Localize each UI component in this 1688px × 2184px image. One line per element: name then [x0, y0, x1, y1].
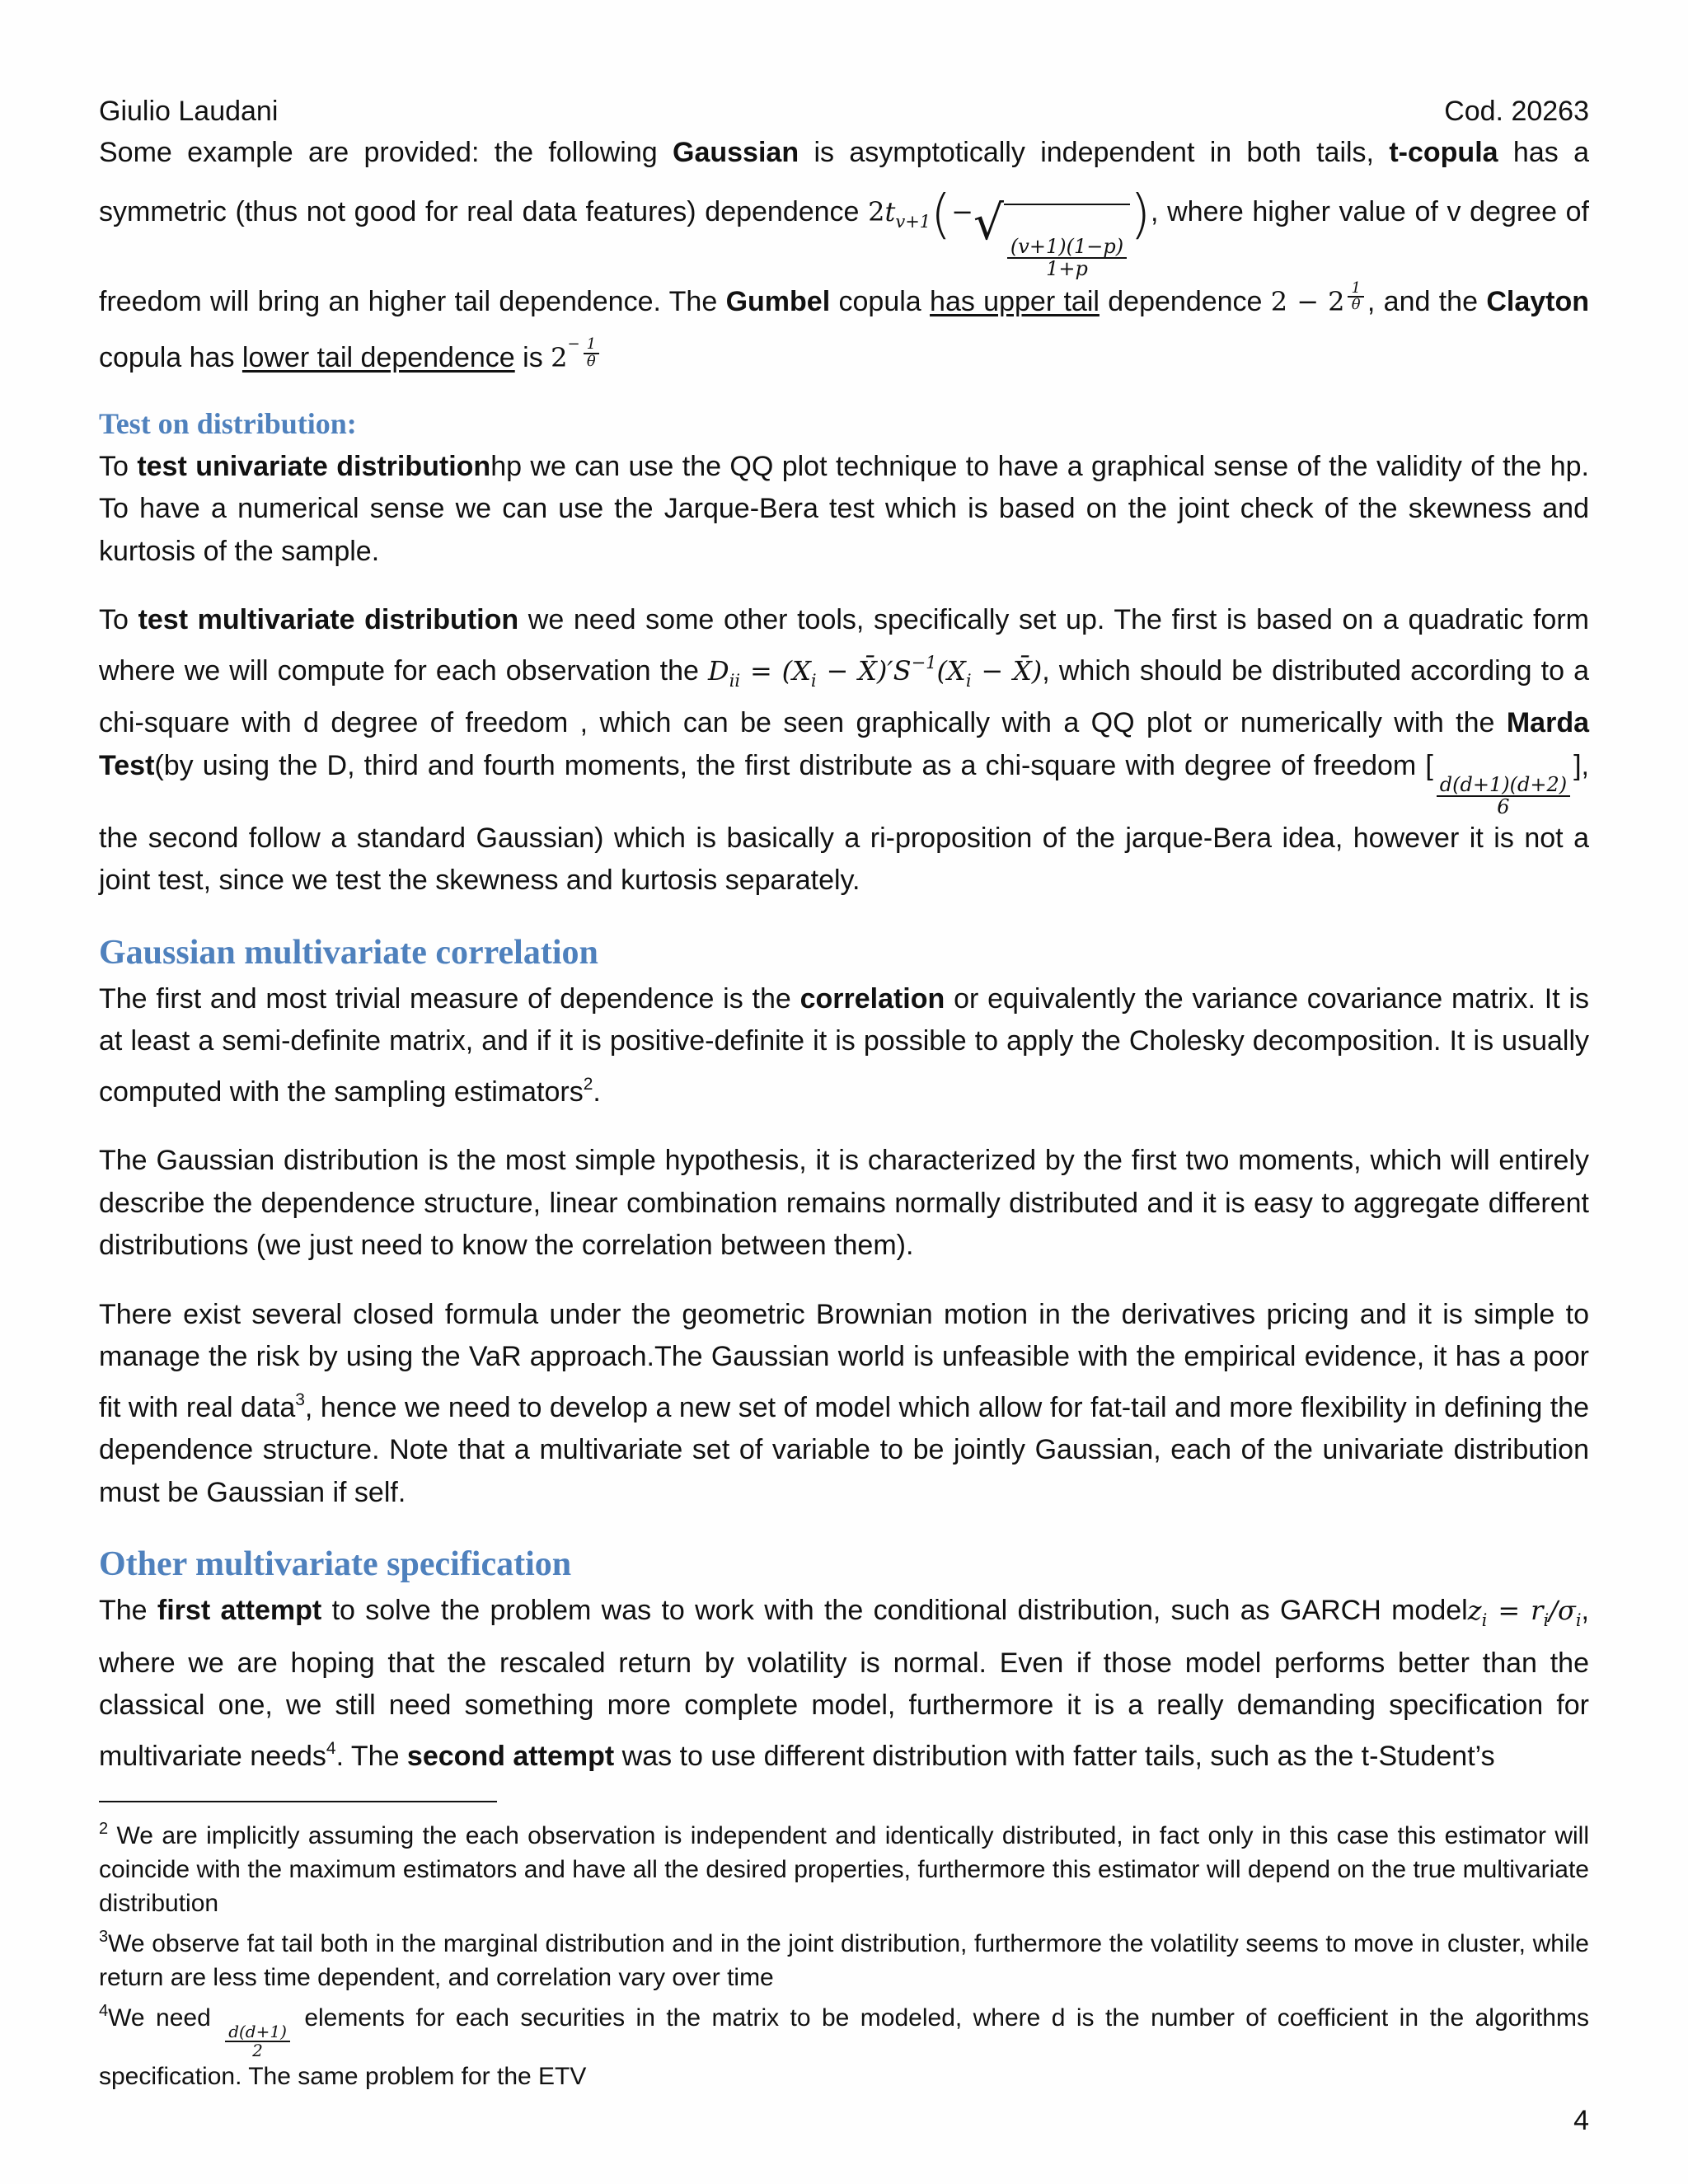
- footnote-ref-4[interactable]: 4: [326, 1738, 336, 1758]
- footnote-4: $^4$We need $\frac{d(d+1)}{2}$ elements for each securities in the matrix to be modeled, where d is the number of coefficient in the algorithms specification. The same problem for the ETV: [99, 2002, 1589, 2091]
- paragraph-correlation: The first and most trivial measure of dependence is the correlation or equivalently the variance covariance matrix. It is at least a semi-definite matrix, and if it is positive-definite it is possible to apply the Cholesky decomposition. It is usually computed with the sampling estimators$^2$.: [99, 982, 1590, 1108]
- dof-fraction: $\frac{d(d+1)(d+2)}{6}$: [1437, 775, 1570, 818]
- paragraph-multivariate-test: To test multivariate distribution we need some other tools, specifically set up. The first is based on a quadratic form where we will compute for each observation the $D_{ii} = (X_i$ − $X̄)'S^{-1}(X_i$ − X̄), which should be distributed according to a chi-square with d degree of freedom , which can be seen graphically with a QQ plot or numerically with the Marda Test(by using the D, third and fourth moments, the first distribute as a chi-square with degree of freedom [ $\frac{d(d+1)(d+2)}{6}$ ], the second follow a standard Gaussian) which is basically a ri-proposition of the jarque-Bera idea, however it is not a joint test, since we test the skewness and kurtosis separately.: [99, 604, 1590, 897]
- page-number: 4: [1573, 2105, 1589, 2137]
- footnote-fraction: $\frac{d(d+1)}{2}$: [225, 2023, 290, 2060]
- author-name: Giulio Laudani: [99, 96, 279, 127]
- clayton-formula: 2− $\frac{1}{\theta}$: [551, 342, 603, 373]
- footnote-ref-2[interactable]: 2: [583, 1074, 593, 1094]
- intro-paragraph: Some example are provided: the following Gaussian is asymptotically independent in both tails, t-copula has a symmetric (thus not good for real data features) dependence $2t_{v+1}(-$ √ $\frac{(v+1)(1-p)}{1+p}$ ), where higher value of v degree of freedom will bring an higher tail dependence. The Gumbel copula has upper tail dependence 2 − 2 $\frac{1}{\theta}$ , and the Clayton copula has lower tail dependence is 2− $\frac{1}{\theta}$: [99, 137, 1590, 373]
- t-copula-formula: $2t_{v+1}(-$ √ $\frac{(v+1)(1-p)}{1+p}$ ): [868, 184, 1151, 280]
- section-heading-gaussian-correlation: Gaussian multivariate correlation: [99, 933, 598, 972]
- document-page: [99, 91, 1589, 2137]
- paragraph-gaussian-hypothesis: The Gaussian distribution is the most simple hypothesis, it is characterized by the first two moments, which will entirely describe the dependence structure, linear combination remains normally distributed and it is easy to aggregate different distributions (we just need to know the correlation between them).: [99, 1145, 1589, 1262]
- paragraph-univariate-test: To test univariate distributionhp we can use the QQ plot technique to have a graphical sense of the validity of the hp. To have a numerical sense we can use the Jarque-Bera test which is based on the joint check of the skewness and kurtosis of the sample.: [99, 450, 1590, 567]
- footnote-2: $^2$ We are implicitly assuming the each observation is independent and identically distributed, in fact only in this case this estimator will coincide with the maximum estimators and have all the desired properties, furthermore this estimator will depend on the true multivariate distribution: [99, 1820, 1589, 1918]
- garch-formula: $z_i = r_i/\sigma_i$: [1467, 1595, 1582, 1631]
- paragraph-attempts: The first attempt to solve the problem was to work with the conditional distribution, such as GARCH modelz$_i$ = $r_i/\sigma_i$, where we are hoping that the rescaled return by volatility is normal. Even if those model performs better than the classical one, we still need something more complete model, furthermore it is a really demanding specification for multivariate needs$^4$. The second attempt was to use different distribution with fatter tails, such as the t-Student’s: [99, 1595, 1589, 1772]
- mahalanobis-formula: $D_{ii} = (X_i$ − $X̄)'S^{-1}(X_i$ − X̄): [708, 652, 1043, 691]
- section-heading-test-on-distribution: Test on distribution:: [99, 406, 357, 440]
- footnote-ref-3[interactable]: 3: [295, 1390, 305, 1409]
- paragraph-closed-formula: There exist several closed formula under the geometric Brownian motion in the derivatives pricing and it is simple to manage the risk by using the VaR approach.The Gaussian world is unfeasible with the empirical evidence, it has a poor fit with real data$^3$, hence we need to develop a new set of model which allow for fat-tail and more flexibility in defining the dependence structure. Note that a multivariate set of variable to be jointly Gaussian, each of the univariate distribution must be Gaussian if self.: [99, 1298, 1589, 1508]
- course-code: Cod. 20263: [1444, 96, 1589, 127]
- page-header: [99, 91, 1589, 132]
- footnote-separator: [99, 1801, 497, 1802]
- footnote-3: $^3$We observe fat tail both in the marginal distribution and in the joint distribution, furthermore the volatility seems to move in cluster, while return are less time dependent, and correlation vary over time: [99, 1928, 1589, 1992]
- gumbel-formula: 2 − 2 $\frac{1}{\theta}$: [1271, 286, 1367, 317]
- section-heading-other-specification: Other multivariate specification: [99, 1545, 572, 1584]
